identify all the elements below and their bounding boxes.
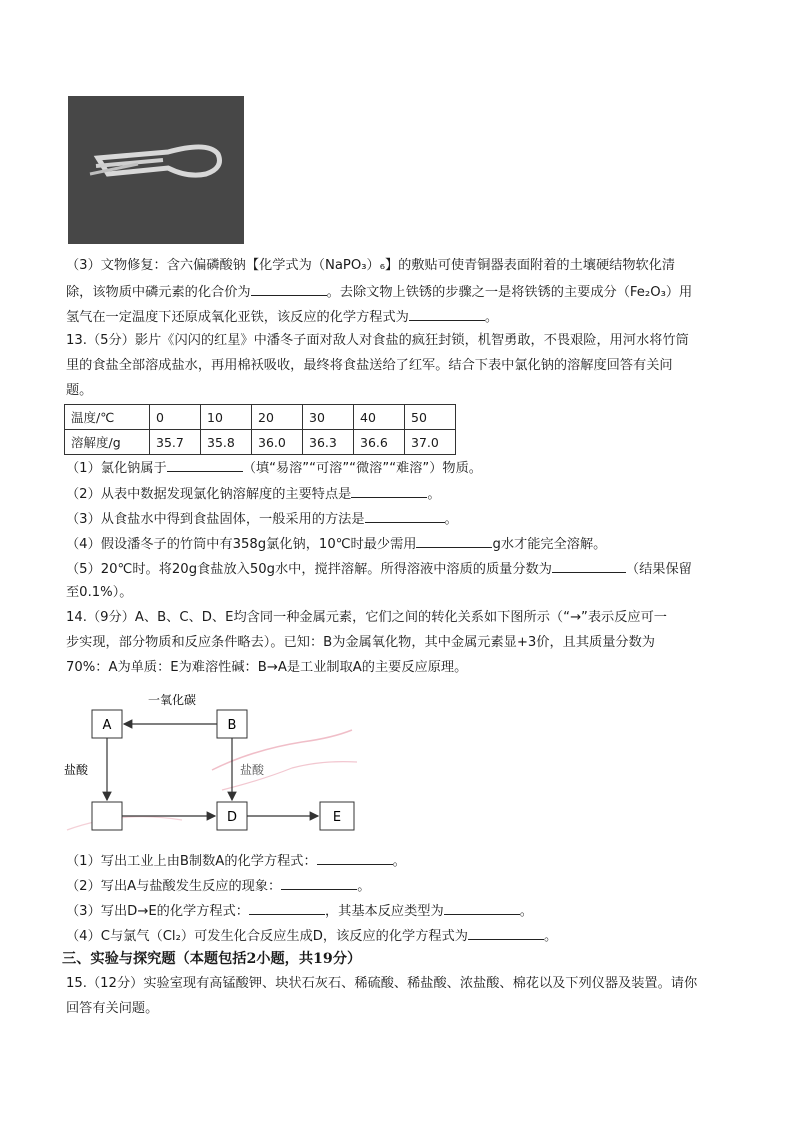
node-a-label: A xyxy=(102,718,112,733)
arrow-b-to-a-label: 一氧化碳 xyxy=(147,693,197,707)
q14-stem-line2: 步实现，部分物质和反应条件略去）。已知：B为金属氧化物，其中金属元素显+3价，且其质量分数为 xyxy=(66,635,655,650)
table-cell: 0 xyxy=(150,405,201,430)
table-row xyxy=(65,430,456,455)
artifact-photo xyxy=(68,96,244,244)
q14-stem-line3: 70%：A为单质：E为难溶性碱：B→A是工业制取A的主要反应原理。 xyxy=(66,660,468,675)
q13-part2: （2）从表中数据发现氯化钠溶解度的主要特点是 。 xyxy=(66,483,441,505)
answer-blank[interactable] xyxy=(317,850,393,865)
q12-part3-line1: （3）文物修复：含六偏磷酸钠【化学式为（NaPO₃）₆】的敷贴可使青铜器表面附着的土壤硬结物软化清 xyxy=(66,258,676,273)
answer-blank[interactable] xyxy=(444,900,520,915)
table-cell: 30 xyxy=(303,405,354,430)
table-cell: 20 xyxy=(252,405,303,430)
node-e-label: E xyxy=(332,810,342,825)
scissors-artifact-image xyxy=(68,96,244,244)
q13-part5: （5）20℃时。将20g食盐放入50g水中，搅拌溶解。所得溶液中溶质的质量分数为 （结果保留 xyxy=(66,558,692,580)
table-cell: 35.7 xyxy=(150,430,201,455)
answer-blank[interactable] xyxy=(468,925,544,940)
node-d-label: D xyxy=(226,810,238,825)
answer-blank[interactable] xyxy=(365,508,445,523)
q13-stem-line1: 13.（5分）影片《闪闪的红星》中潘冬子面对敌人对食盐的疯狂封锁，机智勇敢，不畏艰险，用河水将竹筒 xyxy=(66,333,689,348)
table-header-temperature: 温度/℃ xyxy=(65,405,150,430)
solubility-table xyxy=(64,404,456,455)
table-cell: 35.8 xyxy=(201,430,252,455)
q13-part1: （1）氯化钠属于 （填“易溶”“可溶”“微溶”“难溶”）物质。 xyxy=(66,457,482,479)
table-cell: 10 xyxy=(201,405,252,430)
table-cell: 40 xyxy=(354,405,405,430)
q12-part3-line2: 除，该物质中磷元素的化合价为 。去除文物上铁锈的步骤之一是将铁锈的主要成分（Fe₂O₃）用 xyxy=(66,281,692,303)
conversion-diagram xyxy=(62,690,362,840)
q15-stem-line1: 15.（12分）实验室现有高锰酸钾、块状石灰石、稀硫酸、稀盐酸、浓盐酸、棉花以及下列仪器及装置。请你 xyxy=(66,976,698,991)
q13-stem-line2: 里的食盐全部溶成盐水，再用棉袄吸收，最终将食盐送给了红军。结合下表中氯化钠的溶解度回答有关问 xyxy=(66,358,673,373)
q14-part3: （3）写出D→E的化学方程式： ，其基本反应类型为 。 xyxy=(66,900,533,922)
q13-part3: （3）从食盐水中得到食盐固体，一般采用的方法是 。 xyxy=(66,508,458,530)
q14-stem-line1: 14.（9分）A、B、C、D、E均含同一种金属元素，它们之间的转化关系如下图所示（“→”表示反应可一 xyxy=(66,610,667,625)
node-box-c xyxy=(92,802,122,830)
q13-stem-line3: 题。 xyxy=(66,383,93,398)
node-b-label: B xyxy=(227,718,237,733)
q13-part4: （4）假设潘冬子的竹筒中有358g氯化钠，10℃时最少需用 g水才能完全溶解。 xyxy=(66,533,606,555)
arrow-b-to-d-label: 盐酸 xyxy=(240,763,265,777)
answer-blank[interactable] xyxy=(251,281,327,296)
q13-part5-cont: 至0.1%）。 xyxy=(66,585,133,600)
answer-blank[interactable] xyxy=(281,875,357,890)
q12-part3-line3: 氢气在一定温度下还原成氧化亚铁，该反应的化学方程式为 。 xyxy=(66,306,498,328)
answer-blank[interactable] xyxy=(409,306,485,321)
q15-stem-line2: 回答有关问题。 xyxy=(66,1001,159,1016)
table-cell: 36.3 xyxy=(303,430,354,455)
answer-blank[interactable] xyxy=(351,483,427,498)
table-cell: 36.0 xyxy=(252,430,303,455)
answer-blank[interactable] xyxy=(167,457,243,472)
q14-part1: （1）写出工业上由B制数A的化学方程式： 。 xyxy=(66,850,406,872)
table-cell: 50 xyxy=(405,405,456,430)
answer-blank[interactable] xyxy=(552,558,626,573)
section3-heading: 三、实验与探究题（本题包括2小题，共19分） xyxy=(62,951,362,967)
q14-part2: （2）写出A与盐酸发生反应的现象： 。 xyxy=(66,875,370,897)
table-row xyxy=(65,405,456,430)
q14-part4: （4）C与氯气（Cl₂）可发生化合反应生成D，该反应的化学方程式为 。 xyxy=(66,925,557,947)
answer-blank[interactable] xyxy=(249,900,325,915)
arrow-a-to-c-label: 盐酸 xyxy=(64,763,89,777)
table-cell: 37.0 xyxy=(405,430,456,455)
table-cell: 36.6 xyxy=(354,430,405,455)
conversion-diagram-svg xyxy=(62,690,362,840)
table-header-solubility: 溶解度/g xyxy=(65,430,150,455)
answer-blank[interactable] xyxy=(416,533,492,548)
